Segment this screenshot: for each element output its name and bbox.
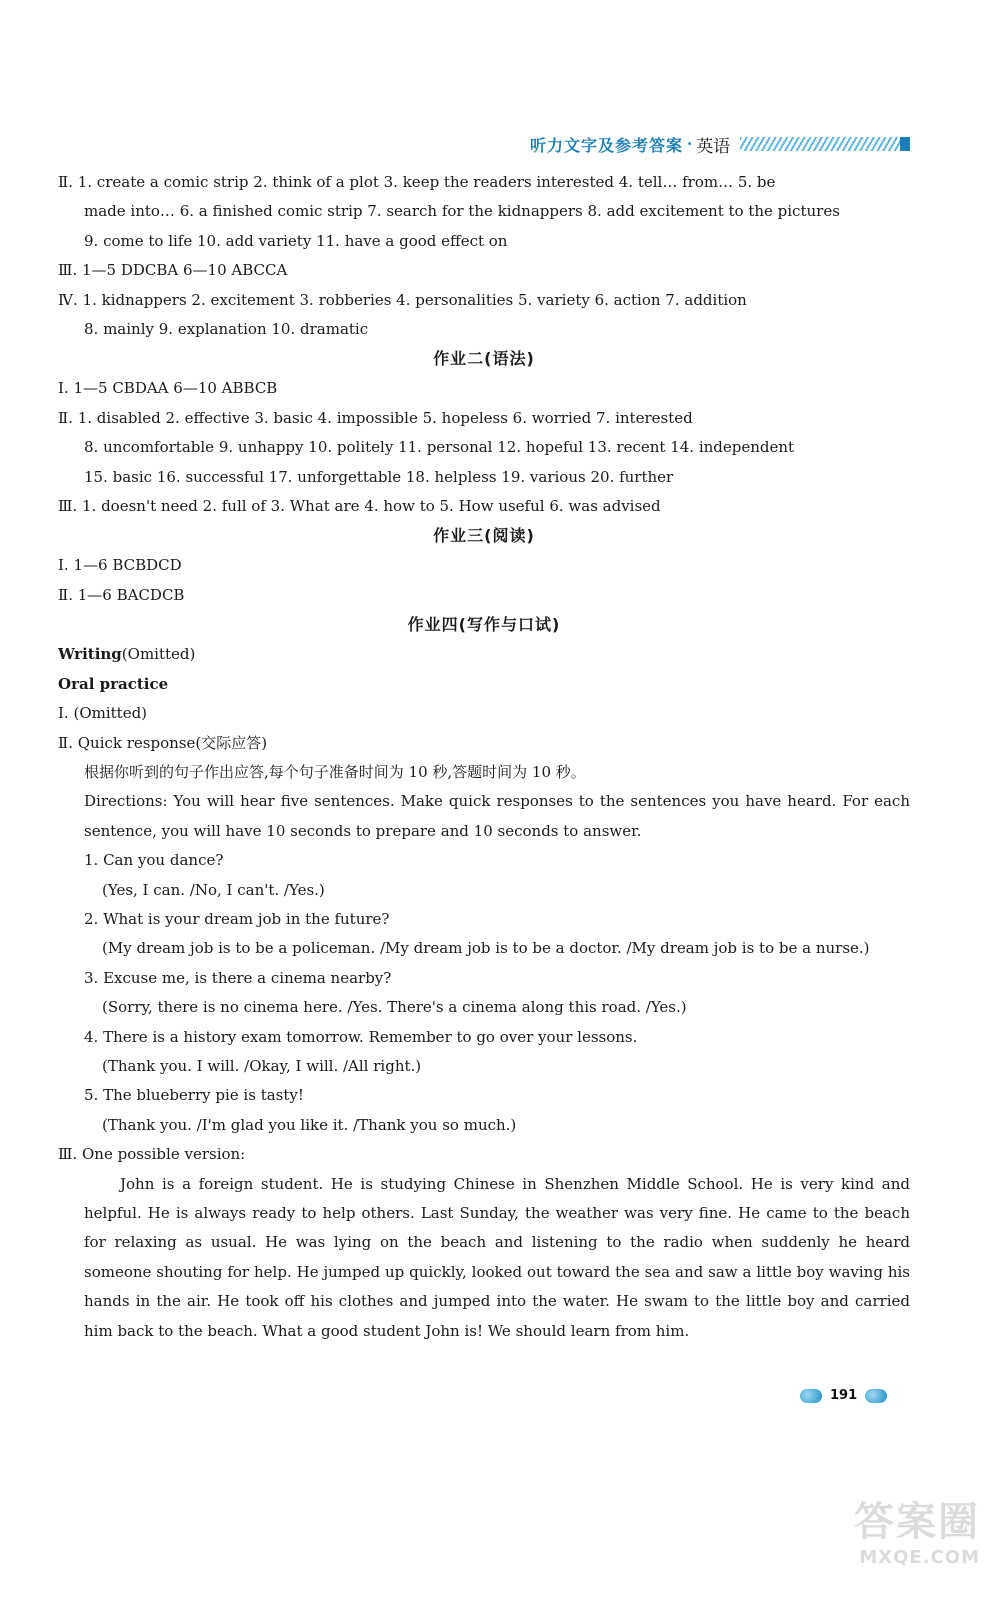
instruction-cn: 根据你听到的句子作出应答,每个句子准备时间为 10 秒,答题时间为 10 秒。	[84, 762, 586, 781]
section4-title: 作业四(写作与口试)	[407, 615, 561, 635]
s3-ii-line: Ⅱ. 1—6 BACDCB	[58, 585, 185, 604]
s1-iii-line: Ⅲ. 1—5 DDCBA 6—10 ABCCA	[58, 261, 288, 280]
header-decoration-bar	[740, 137, 910, 151]
header-separator: ·	[687, 135, 693, 153]
s1-iv-line-2: 8. mainly 9. explanation 10. dramatic	[84, 320, 369, 339]
header-title: 听力文字及参考答案	[530, 135, 684, 155]
oral-ii-line: Ⅱ. Quick response(交际应答)	[58, 733, 268, 752]
section3-title: 作业三(阅读)	[433, 526, 535, 546]
s2-iii-line: Ⅲ. 1. doesn't need 2. full of 3. What are 4. how to 5. How useful 6. was advised	[58, 497, 661, 516]
s1-ii-line-3: 9. come to life 10. add variety 11. have a good effect on	[84, 231, 508, 250]
s1-iv-line-1: Ⅳ. 1. kidnappers 2. excitement 3. robberies 4. personalities 5. variety 6. action 7. addition	[58, 290, 747, 309]
s2-i-line: Ⅰ. 1—5 CBDAA 6—10 ABBCB	[58, 379, 278, 398]
page-header	[530, 132, 910, 156]
footer-dot-left-icon	[800, 1389, 822, 1403]
oral-iii-line: Ⅲ. One possible version:	[58, 1145, 246, 1164]
watermark	[800, 1490, 980, 1568]
section2-title: 作业二(语法)	[433, 349, 535, 369]
directions-text: Directions: You will hear five sentences. Make quick responses to the sentences you have heard. For each sentence, you will have 10 seconds to prepare and 10 seconds to answer.	[84, 792, 910, 840]
s3-i-line: Ⅰ. 1—6 BCBDCD	[58, 556, 182, 575]
oral-i-line: Ⅰ. (Omitted)	[58, 704, 148, 723]
watermark-url: MXQE.COM	[859, 1547, 980, 1568]
writing-note: (Omitted)	[121, 645, 196, 664]
page-number: 191	[830, 1388, 858, 1403]
question-5: 5. The blueberry pie is tasty!	[84, 1086, 304, 1105]
question-2: 2. What is your dream job in the future?	[84, 909, 390, 928]
answer-content	[58, 168, 910, 1346]
s2-ii-line-3: 15. basic 16. successful 17. unforgettable 18. helpless 19. various 20. further	[84, 467, 674, 486]
answer-3: (Sorry, there is no cinema here. /Yes. There's a cinema along this road. /Yes.)	[102, 998, 687, 1017]
s1-ii-line-2: made into… 6. a finished comic strip 7. search for the kidnappers 8. add excitement to the pictures	[84, 202, 840, 221]
answer-1: (Yes, I can. /No, I can't. /Yes.)	[102, 880, 325, 899]
s2-ii-line-1: Ⅱ. 1. disabled 2. effective 3. basic 4. impossible 5. hopeless 6. worried 7. interested	[58, 408, 693, 427]
footer-dot-right-icon	[865, 1389, 887, 1403]
question-4: 4. There is a history exam tomorrow. Remember to go over your lessons.	[84, 1027, 638, 1046]
page-footer	[800, 1388, 887, 1403]
watermark-logo: 答案圈	[854, 1499, 980, 1545]
answer-2: (My dream job is to be a policeman. /My dream job is to be a doctor. /My dream job is to be a nurse.)	[102, 939, 870, 958]
s1-ii-line-1: Ⅱ. 1. create a comic strip 2. think of a plot 3. keep the readers interested 4. tell… from… 5. be	[58, 173, 776, 191]
question-3: 3. Excuse me, is there a cinema nearby?	[84, 968, 392, 987]
writing-line	[58, 640, 910, 669]
answer-5: (Thank you. /I'm glad you like it. /Thank you so much.)	[102, 1115, 517, 1134]
essay-paragraph: John is a foreign student. He is studying Chinese in Shenzhen Middle School. He is very kind and helpful. He is always ready to help others. Last Sunday, the weather was very fine. He came to the beach for relaxing as usual. He was lying on the beach and listening to the radio when suddenly he heard someone shouting for help. He jumped up quickly, looked out toward the sea and saw a little boy waving his hands in the air. He took off his clothes and jumped into the water. He swam to the little boy and carried him back to the beach. What a good student John is! We should learn from him.	[84, 1174, 910, 1340]
oral-practice-label: Oral practice	[58, 674, 169, 693]
writing-label: Writing	[58, 645, 122, 664]
answer-4: (Thank you. I will. /Okay, I will. /All right.)	[102, 1056, 422, 1075]
header-subject: 英语	[696, 136, 731, 157]
s2-ii-line-2: 8. uncomfortable 9. unhappy 10. politely 11. personal 12. hopeful 13. recent 14. independent	[84, 438, 795, 457]
question-1: 1. Can you dance?	[84, 851, 224, 870]
